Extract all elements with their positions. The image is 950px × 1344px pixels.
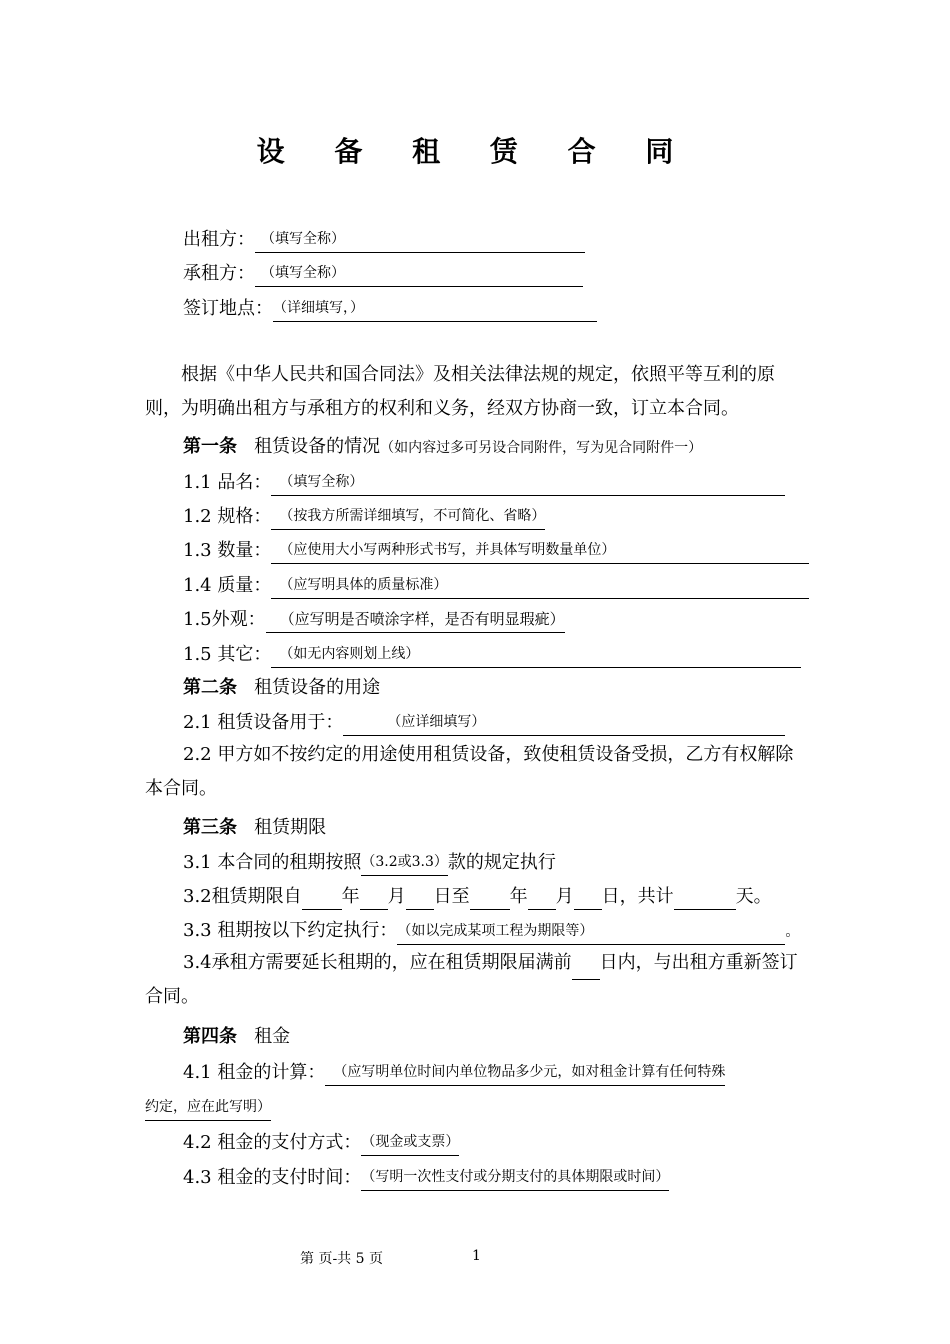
item-4-2: 4.2 租金的支付方式：（现金或支票） (183, 1129, 459, 1156)
start-year-field[interactable] (302, 887, 342, 910)
item-1-2-field[interactable]: （按我方所需详细填写，不可简化、省略） (271, 503, 545, 530)
item-3-2: 3.2租赁期限自 年 月 日至 年 月 日，共计 天。 (183, 884, 772, 910)
item-1-4: 1.4 质量： （应写明具体的质量标准） (183, 572, 809, 599)
item-3-1: 3.1 本合同的租期按照（3.2或3.3）款的规定执行 (183, 849, 556, 876)
item-3-3: 3.3 租期按以下约定执行：（如以完成某项工程为期限等） 。 (183, 918, 799, 945)
page-number: 1 (472, 1248, 481, 1264)
item-1-1-field[interactable]: （填写全称） (271, 469, 785, 496)
lessee-line (183, 260, 583, 287)
item-4-3: 4.3 租金的支付时间：（写明一次性支付或分期支付的具体期限或时间） (183, 1164, 669, 1191)
lessor-field[interactable]: （填写全称） (255, 226, 585, 253)
page-count-text: 第 页-共 5 页 (300, 1251, 383, 1267)
item-1-6: 1.5 其它： （如无内容则划上线） (183, 641, 801, 668)
item-1-3: 1.3 数量： （应使用大小写两种形式书写，并具体写明数量单位） (183, 537, 809, 564)
article-1-note: （如内容过多可另设合同附件，写为见合同附件一） (380, 440, 703, 456)
item-2-1-field[interactable]: （应详细填写） (343, 709, 785, 736)
place-label: 签订地点： (183, 298, 273, 319)
article-4-heading: 第四条 租金 (183, 1026, 291, 1047)
item-1-6-field[interactable]: （如无内容则划上线） (271, 641, 801, 668)
item-4-3-field[interactable]: （写明一次性支付或分期支付的具体期限或时间） (361, 1164, 669, 1191)
extension-days-field[interactable] (572, 957, 600, 980)
item-3-4: 3.4承租方需要延长租期的，应在租赁期限届满前 日内，与出租方重新签订合同。 (145, 952, 798, 1007)
item-1-5: 1.5外观： （应写明是否喷涂字样，是否有明显瑕疵） (183, 606, 565, 633)
lessor-line (183, 226, 585, 253)
article-2-heading: 第二条 租赁设备的用途 (183, 677, 381, 698)
lessor-label: 出租方： (183, 229, 255, 250)
item-1-5-field[interactable]: （应写明是否喷涂字样，是否有明显瑕疵） (266, 606, 565, 633)
end-month-field[interactable] (528, 887, 556, 910)
item-3-1-field[interactable]: （3.2或3.3） (361, 849, 448, 876)
item-4-1: 4.1 租金的计算： （应写明单位时间内单位物品多少元，如对租金计算有任何特殊 (183, 1059, 725, 1086)
lessee-field[interactable]: （填写全称） (255, 260, 583, 287)
place-line (183, 295, 597, 322)
item-4-1-field[interactable]: （应写明单位时间内单位物品多少元，如对租金计算有任何特殊 (325, 1059, 725, 1086)
item-4-1-continued (145, 1094, 271, 1121)
article-1-heading: 第一条 租赁设备的情况（如内容过多可另设合同附件，写为见合同附件一） (183, 436, 703, 457)
lessee-label: 承租方： (183, 263, 255, 284)
item-2-2: 2.2 甲方如不按约定的用途使用租赁设备，致使租赁设备受损，乙方有权解除本合同。 (145, 744, 794, 799)
start-day-field[interactable] (406, 887, 434, 910)
document-title: 设 备 租 赁 合 同 (256, 135, 694, 168)
end-day-field[interactable] (574, 887, 602, 910)
total-days-field[interactable] (674, 887, 736, 910)
item-2-1: 2.1 租赁设备用于： （应详细填写） (183, 709, 785, 736)
item-1-1: 1.1 品名： （填写全称） (183, 469, 785, 496)
article-3-heading: 第三条 租赁期限 (183, 817, 327, 838)
place-field[interactable]: （详细填写，） (273, 295, 597, 322)
end-year-field[interactable] (470, 887, 510, 910)
item-1-4-field[interactable]: （应写明具体的质量标准） (271, 572, 809, 599)
item-4-1-field-continued[interactable]: 约定，应在此写明） (145, 1094, 271, 1121)
item-3-3-field[interactable]: （如以完成某项工程为期限等） (397, 918, 785, 945)
item-1-2: 1.2 规格： （按我方所需详细填写，不可简化、省略） (183, 503, 545, 530)
item-1-3-field[interactable]: （应使用大小写两种形式书写，并具体写明数量单位） (271, 537, 809, 564)
intro-paragraph: 根据《中华人民共和国合同法》及相关法律法规的规定，依照平等互利的原则，为明确出租方与承租方的权利和义务，经双方协商一致，订立本合同。 (145, 364, 775, 419)
start-month-field[interactable] (360, 887, 388, 910)
item-4-2-field[interactable]: （现金或支票） (361, 1129, 459, 1156)
